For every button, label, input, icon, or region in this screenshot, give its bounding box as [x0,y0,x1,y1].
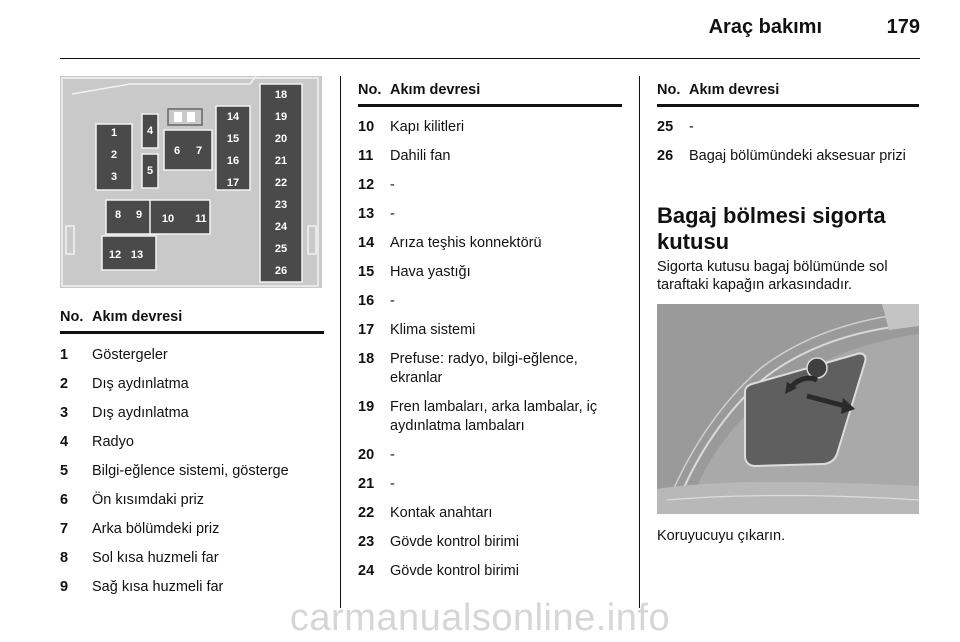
col-circuit: Akım devresi [390,82,481,98]
fuse-number: 8 [60,550,69,566]
table-row [358,147,622,166]
fuse-label: 8 [114,209,122,221]
header-rule [60,58,920,59]
fuse-label: 23 [274,199,288,211]
table-row [358,321,622,340]
fuse-label: 20 [274,133,288,145]
fuse-circuit: Ön kısımdaki priz [92,492,204,508]
fuse-label: 1 [110,127,118,139]
fuse-number: 9 [60,579,69,595]
column-rule [340,76,341,608]
fuse-label: 22 [274,177,288,189]
table-row [358,446,622,465]
fuse-number: 25 [657,119,674,135]
fuse-label: 7 [195,145,203,157]
table-row [358,234,622,253]
fuse-label: 17 [226,177,240,189]
col-no: No. [60,309,84,325]
table-row [358,205,622,224]
fuse-number: 17 [358,322,375,338]
trunk-fuse-cover-illustration [657,304,919,514]
fuse-circuit: Klima sistemi [390,322,476,338]
table-row [657,147,919,166]
fuse-number: 16 [358,293,375,309]
fuse-box-diagram [60,76,322,288]
fuse-circuit: - [689,119,694,135]
fuse-circuit: Kontak anahtarı [390,505,493,521]
fuse-label: 13 [130,249,144,261]
table-row [60,578,324,597]
fuse-circuit: Hava yastığı [390,264,471,280]
fuse-number: 14 [358,235,375,251]
fuse-circuit: Radyo [92,434,134,450]
fuse-circuit: Fren lambaları, arka lambalar, iç aydınlatma lambaları [390,399,598,434]
fuse-number: 5 [60,463,69,479]
col-no: No. [358,82,382,98]
section-heading: Bagaj bölmesi sigorta kutusu [657,203,886,254]
fuse-number: 18 [358,351,375,367]
fuse-label: 26 [274,265,288,277]
fuse-number: 11 [358,148,374,164]
fuse-circuit: - [390,476,395,492]
fuse-circuit: Dış aydınlatma [92,405,189,421]
fuse-label: 18 [274,89,288,101]
section-body: Sigorta kutusu bagaj bölümünde sol taraftaki kapağın arkasındadır. [657,259,888,293]
fuse-label: 15 [226,133,240,145]
col-circuit: Akım devresi [689,82,780,98]
fuse-circuit: Dahili fan [390,148,451,164]
table-row [60,520,324,539]
fuse-number: 23 [358,534,375,550]
fuse-circuit: Kapı kilitleri [390,119,465,135]
fuse-number: 12 [358,177,375,193]
fuse-circuit: Gövde kontrol birimi [390,534,519,550]
fuse-number: 2 [60,376,69,392]
table-row [358,533,622,552]
table-row [358,504,622,523]
table-row [358,398,622,436]
fuse-circuit: Gövde kontrol birimi [390,563,519,579]
fuse-circuit: Sol kısa huzmeli far [92,550,219,566]
fuse-label: 4 [146,125,154,137]
table-row [358,475,622,494]
fuse-label: 12 [108,249,122,261]
fuse-number: 26 [657,148,674,164]
table-row [60,375,324,394]
fuse-circuit: Prefuse: radyo, bilgi-eğlence, ekranlar [390,351,578,386]
fuse-label: 6 [173,145,181,157]
table-row [60,346,324,365]
fuse-label: 21 [274,155,288,167]
fuse-label: 11 [195,213,207,225]
fuse-label: 14 [226,111,240,123]
fuse-circuit: Bilgi-eğlence sistemi, gösterge [92,463,289,479]
table-header [60,309,324,334]
fuse-label: 10 [161,213,175,225]
fuse-circuit: Bagaj bölümündeki aksesuar prizi [689,148,906,164]
fuse-number: 15 [358,264,375,280]
fuse-number: 4 [60,434,69,450]
fuse-label: 5 [146,165,154,177]
fuse-number: 20 [358,447,375,463]
table-row [358,176,622,195]
page-number: 179 [886,16,920,38]
fuse-circuit: - [390,206,395,222]
table-header [657,82,919,107]
fuse-number: 13 [358,206,375,222]
table-row [358,292,622,311]
fuse-number: 21 [358,476,375,492]
fuse-label: 24 [274,221,288,233]
fuse-number: 22 [358,505,375,521]
page-header-title: Araç bakımı [708,16,822,38]
watermark-text: carmanualsonline.info [289,597,671,639]
table-row [60,549,324,568]
table-row [60,491,324,510]
fuse-label: 25 [274,243,288,255]
col-circuit: Akım devresi [92,309,183,325]
fuse-label: 9 [135,209,143,221]
fuse-table-1 [60,309,324,597]
table-row [60,462,324,481]
fuse-circuit: - [390,447,395,463]
table-row [358,263,622,282]
fuse-circuit: Arıza teşhis konnektörü [390,235,542,251]
fuse-circuit: Arka bölümdeki priz [92,521,220,537]
col-no: No. [657,82,681,98]
fuse-label: 19 [274,111,288,123]
fuse-circuit: Dış aydınlatma [92,376,189,392]
table-row [657,118,919,137]
column-rule [639,76,640,608]
fuse-circuit: - [390,177,395,193]
fuse-circuit: Sağ kısa huzmeli far [92,579,224,595]
fuse-circuit: - [390,293,395,309]
table-row [358,118,622,137]
table-row [60,404,324,423]
figure-caption: Koruyucuyu çıkarın. [657,528,786,544]
fuse-number: 24 [358,563,375,579]
fuse-label: 2 [110,149,118,161]
fuse-table-3 [657,82,919,166]
table-header [358,82,622,107]
fuse-number: 10 [358,119,375,135]
fuse-number: 19 [358,399,375,415]
fuse-number: 3 [60,405,69,421]
table-row [60,433,324,452]
fuse-label: 3 [110,171,118,183]
fuse-circuit: Göstergeler [92,347,168,363]
fuse-number: 1 [60,347,69,363]
table-row [358,562,622,581]
fuse-number: 7 [60,521,69,537]
fuse-table-2 [358,82,622,581]
table-row [358,350,622,388]
fuse-number: 6 [60,492,69,508]
fuse-label: 16 [226,155,240,167]
